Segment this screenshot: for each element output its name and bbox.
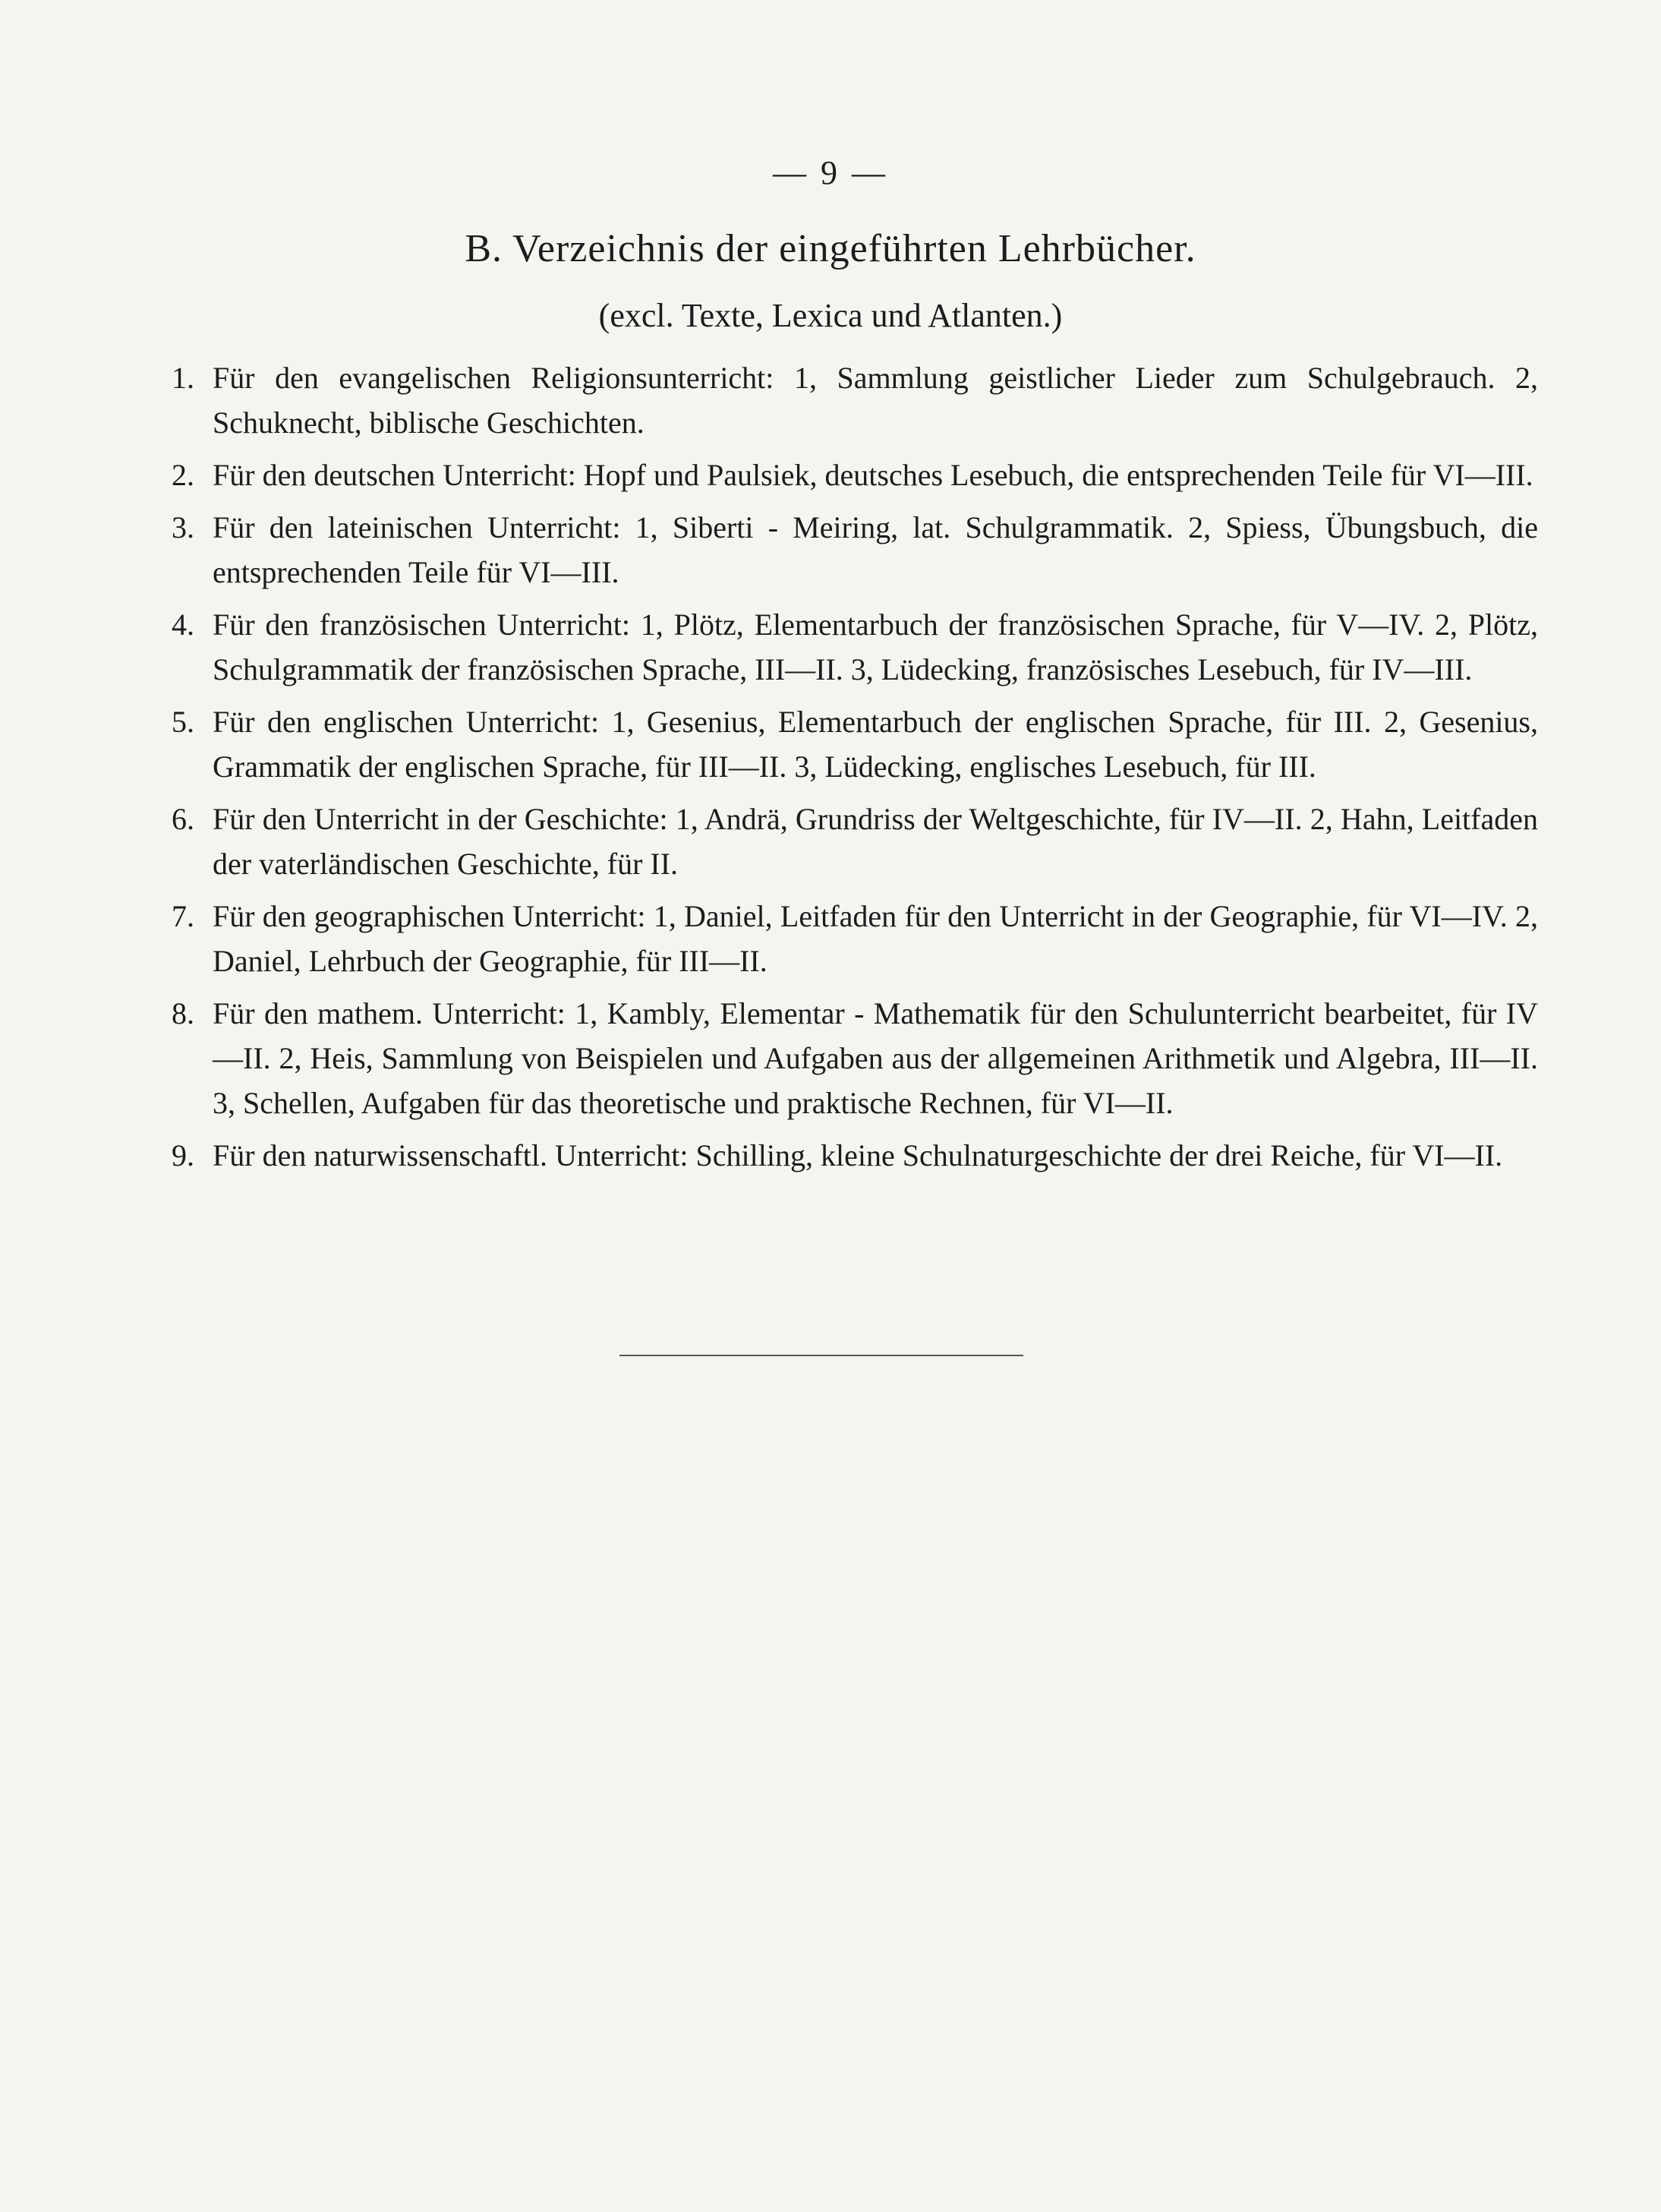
item-text: Für den evangelischen Religionsunterricht: 1, Sammlung geistlicher Lieder zum Schulgebrauch. 2, Schuknecht, biblische Geschichten. (213, 361, 1538, 440)
item-number: 7. (172, 899, 194, 933)
item-number: 2. (172, 458, 194, 492)
page-number: — 9 — (773, 154, 888, 191)
section-divider (619, 1355, 1023, 1356)
list-item (172, 1133, 1538, 1178)
item-text: Für den Unterricht in der Geschichte: 1, Andrä, Grundriss der Weltgeschichte, für IV—II. 2, Hahn, Leitfaden der vaterländischen Geschichte, für II. (213, 802, 1538, 881)
item-number: 1. (172, 361, 194, 395)
item-number: 4. (172, 607, 194, 642)
item-number: 6. (172, 802, 194, 836)
list-item (172, 453, 1538, 497)
item-text: Für den französischen Unterricht: 1, Plötz, Elementarbuch der französischen Sprache, für V—IV. 2, Plötz, Schulgrammatik der französischen Sprache, III—II. 3, Lüdecking, französisches Lesebuch, für IV—III. (213, 607, 1538, 686)
list-item (172, 699, 1538, 789)
list-item (172, 894, 1538, 983)
item-number: 3. (172, 510, 194, 544)
section-subheading: (excl. Texte, Lexica und Atlanten.) (598, 297, 1063, 334)
item-number: 9. (172, 1138, 194, 1172)
section-heading: B. Verzeichnis der eingeführten Lehrbücher. (465, 227, 1196, 270)
textbook-list (172, 355, 1538, 1185)
item-number: 8. (172, 996, 194, 1030)
item-text: Für den lateinischen Unterricht: 1, Siberti - Meiring, lat. Schulgrammatik. 2, Spiess, Übungsbuch, die entsprechenden Teile für VI—III. (213, 510, 1538, 589)
item-number: 5. (172, 705, 194, 739)
item-text: Für den mathem. Unterricht: 1, Kambly, Elementar - Mathematik für den Schulunterricht bearbeitet, für IV—II. 2, Heis, Sammlung von Beispielen und Aufgaben aus der allgemeinen Arithmetik und Algebra, III—II. 3, Schellen, Aufgaben für das theoretische und praktische Rechnen, für VI—II. (213, 996, 1538, 1120)
list-item (172, 991, 1538, 1125)
item-text: Für den naturwissenschaftl. Unterricht: Schilling, kleine Schulnaturgeschichte der drei Reiche, für VI—II. (213, 1138, 1503, 1172)
list-item (172, 355, 1538, 445)
list-item (172, 797, 1538, 886)
item-text: Für den deutschen Unterricht: Hopf und Paulsiek, deutsches Lesebuch, die entsprechenden Teile für VI—III. (213, 458, 1533, 492)
list-item (172, 505, 1538, 595)
list-item (172, 602, 1538, 692)
item-text: Für den geographischen Unterricht: 1, Daniel, Leitfaden für den Unterricht in der Geographie, für VI—IV. 2, Daniel, Lehrbuch der Geographie, für III—II. (213, 899, 1538, 978)
item-text: Für den englischen Unterricht: 1, Gesenius, Elementarbuch der englischen Sprache, für III. 2, Gesenius, Grammatik der englischen Sprache, für III—II. 3, Lüdecking, englisches Lesebuch, für III. (213, 705, 1538, 784)
